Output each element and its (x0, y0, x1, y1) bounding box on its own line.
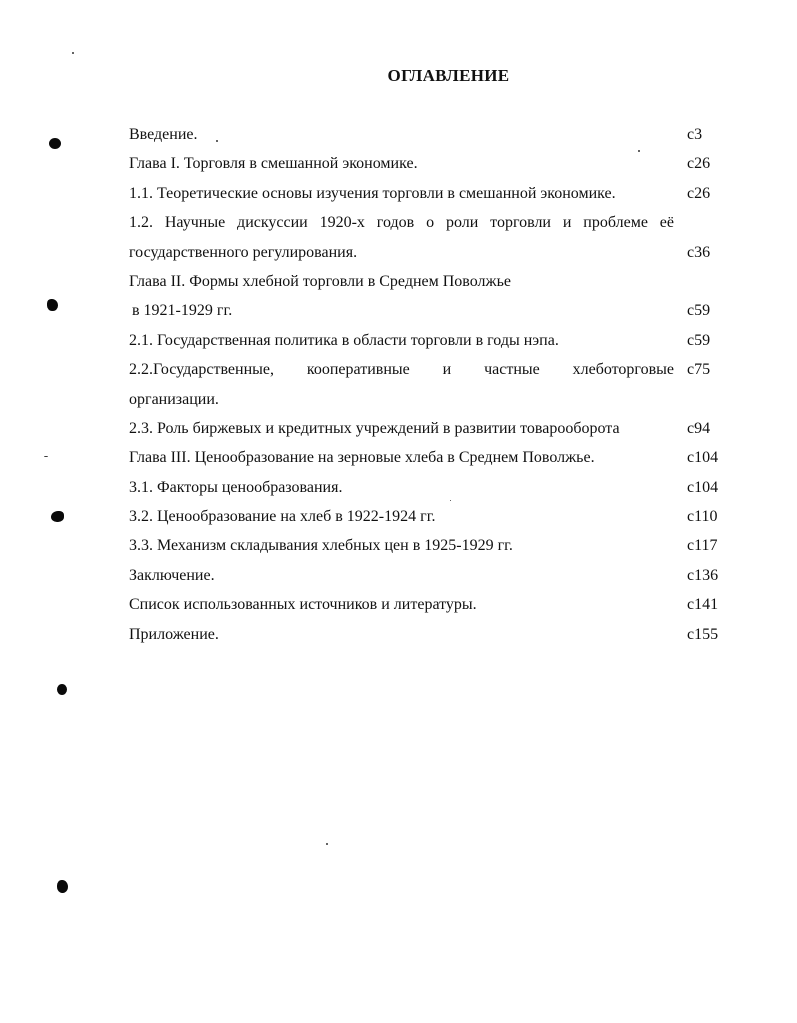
toc-entry-text: Введение. (129, 126, 198, 143)
toc-entry-text: Глава I. Торговля в смешанной экономике. (129, 155, 418, 173)
toc-entry-text: 2.1. Государственная политика в области торговли в годы нэпа. (129, 331, 559, 349)
toc-entry-section-2-1 (129, 326, 729, 355)
scan-speck (44, 456, 48, 457)
toc-entry-text: Заключение. (129, 566, 215, 584)
toc-entry-section-1-1 (129, 179, 729, 208)
toc-entry-text: 3.1. Факторы ценообразования. (129, 478, 343, 496)
toc-entry-chapter-1 (129, 149, 729, 178)
scan-speck (326, 843, 328, 845)
toc-entry-text: 2.2.Государственные, кооперативные и частные хлеботорговые (129, 361, 674, 379)
toc-entry-text: 1.2. Научные дискуссии 1920-х годов о роли торговли и проблеме её (129, 214, 674, 232)
scan-speck (638, 150, 640, 152)
toc-entry-chapter-3 (129, 443, 729, 472)
toc-entry-appendix (129, 620, 729, 649)
toc-entry-chapter-2 (129, 267, 729, 296)
scan-blot (57, 880, 68, 893)
toc-entry-section-1-2 (129, 208, 729, 237)
table-of-contents (129, 120, 729, 649)
toc-entry-text: Приложение. (129, 625, 219, 643)
toc-entry-page: с104 (687, 478, 719, 496)
scan-blot (57, 684, 67, 695)
toc-entry-page: с104 (687, 449, 719, 467)
toc-entry-page: с3 (687, 126, 703, 143)
toc-entry-text: Глава III. Ценообразование на зерновые хлеба в Среднем Поволжье. (129, 449, 595, 467)
toc-entry-section-2-2-cont (129, 385, 729, 414)
toc-entry-introduction (129, 120, 729, 149)
scan-speck (72, 52, 74, 54)
toc-entry-text: 2.3. Роль биржевых и кредитных учреждений в развитии товарооборота (129, 419, 620, 437)
toc-entry-page: с26 (687, 155, 711, 173)
toc-entry-page: с110 (687, 508, 718, 526)
scan-blot (51, 511, 64, 522)
toc-entry-chapter-2-cont (129, 296, 729, 325)
scan-blot (49, 138, 61, 149)
toc-entry-references (129, 590, 729, 619)
toc-entry-page: с26 (687, 184, 711, 202)
toc-entry-section-2-3 (129, 414, 729, 443)
toc-entry-text: 3.2. Ценообразование на хлеб в 1922-1924 гг. (129, 508, 436, 526)
toc-entry-page: с141 (687, 596, 719, 614)
scan-speck (216, 140, 218, 142)
toc-entry-page: с59 (687, 331, 711, 349)
toc-entry-section-3-3 (129, 531, 729, 560)
toc-entry-text: государственного регулирования. (129, 243, 358, 261)
toc-entry-page: с117 (687, 537, 718, 555)
toc-entry-section-2-2 (129, 355, 729, 384)
toc-entry-page: с75 (687, 361, 711, 379)
toc-entry-page: с59 (687, 302, 711, 320)
toc-entry-text: Глава II. Формы хлебной торговли в Среднем Поволжье (129, 272, 511, 290)
scan-speck (450, 500, 451, 501)
toc-entry-page: с155 (687, 625, 719, 643)
scan-blot (47, 299, 58, 311)
toc-entry-text: организации. (129, 390, 219, 408)
toc-entry-section-3-1 (129, 473, 729, 502)
toc-entry-page: с94 (687, 419, 711, 437)
toc-entry-section-3-2 (129, 502, 729, 531)
toc-entry-conclusion (129, 561, 729, 590)
page-title: ОГЛАВЛЕНИЕ (387, 66, 510, 85)
toc-entry-page: с136 (687, 566, 719, 584)
toc-entry-text: 3.3. Механизм складывания хлебных цен в 1925-1929 гг. (129, 537, 513, 555)
toc-entry-text: 1.1. Теоретические основы изучения торговли в смешанной экономике. (129, 184, 616, 202)
toc-entry-section-1-2-cont (129, 238, 729, 267)
toc-entry-text: Список использованных источников и литературы. (129, 596, 477, 614)
toc-entry-page: с36 (687, 243, 711, 261)
toc-entry-text: в 1921-1929 гг. (132, 302, 233, 320)
